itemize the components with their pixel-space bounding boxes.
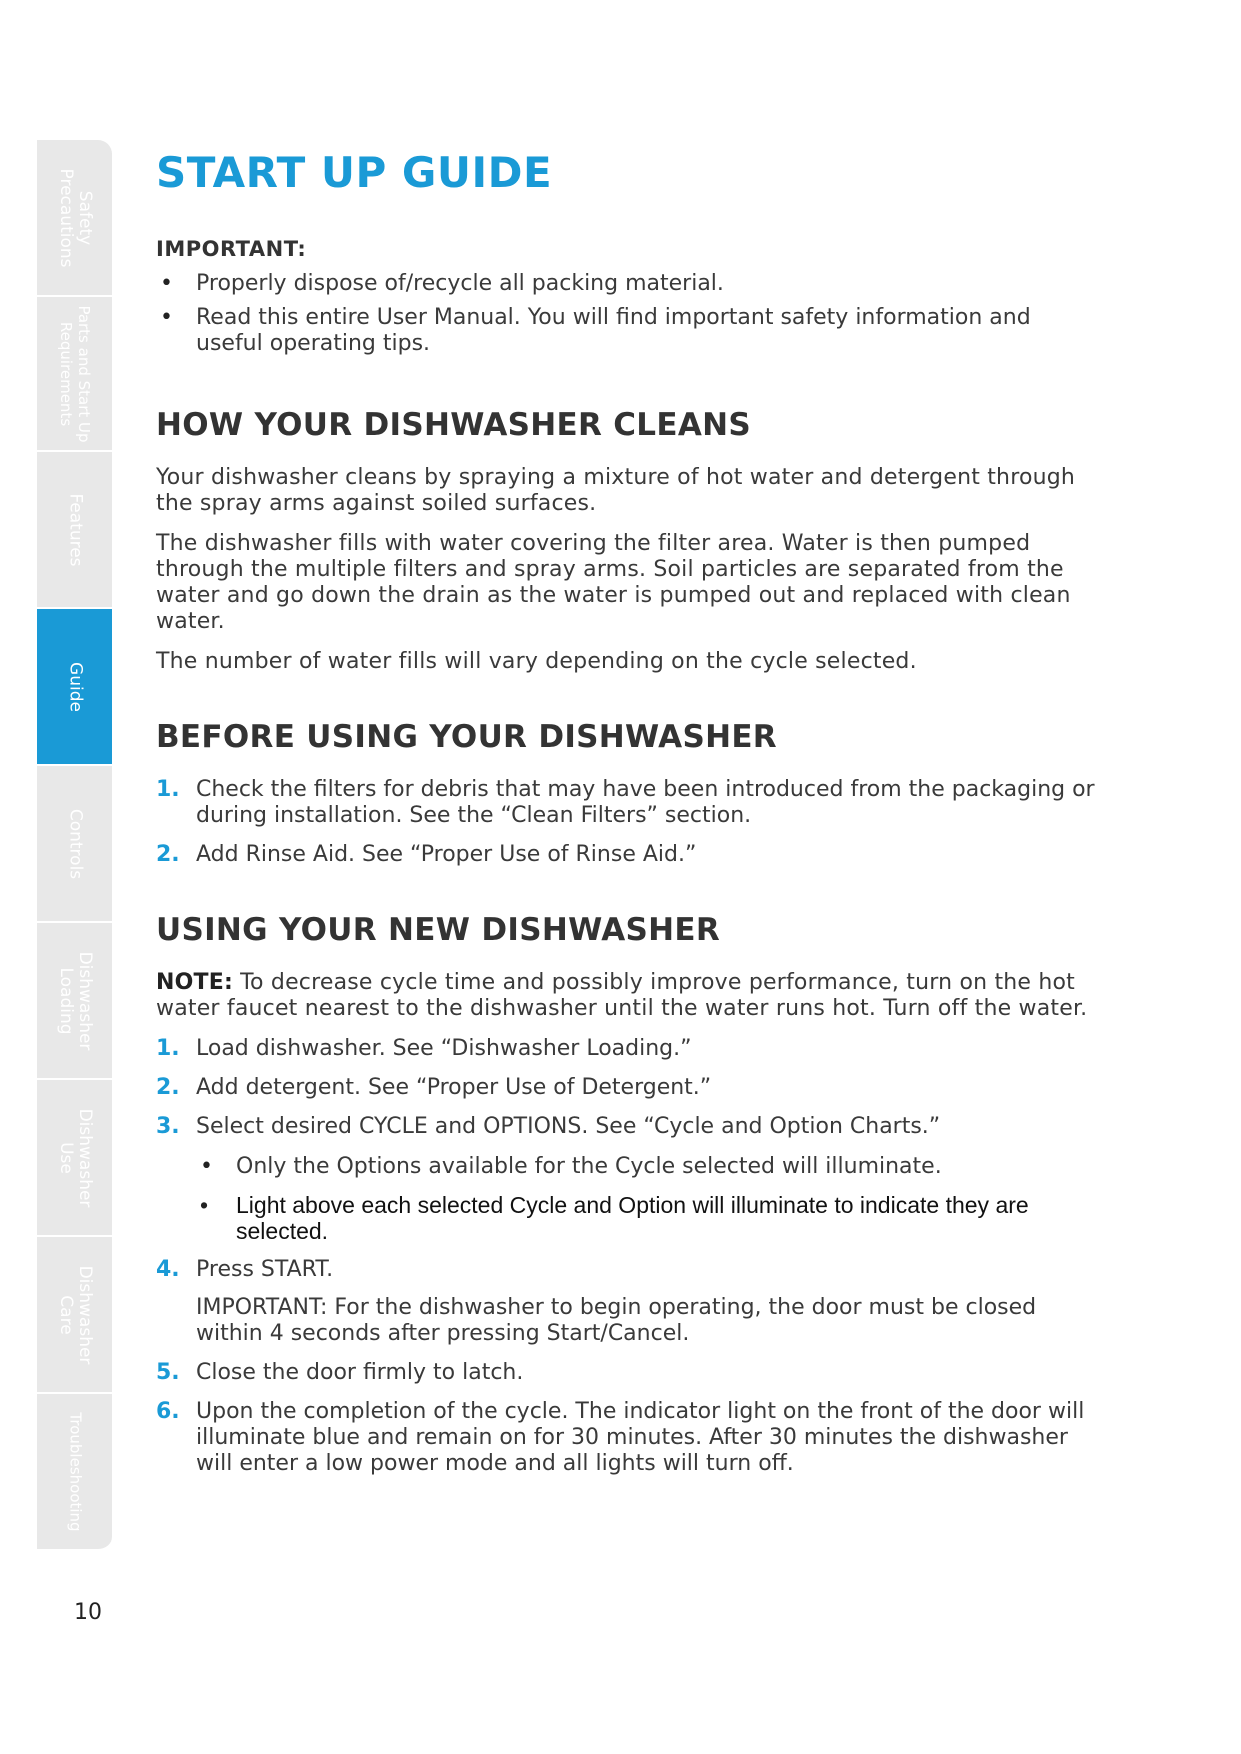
step-text: Upon the completion of the cycle. The indicator light on the front of the door will illuminate blue and remain on for 30 minutes. After 30 minutes the dishwasher will enter a low power mode and all lights will turn off. <box>196 1399 1085 1476</box>
step3-sublist <box>196 1154 1096 1244</box>
sidebar-nav <box>37 140 112 1587</box>
step-text: Select desired CYCLE and OPTIONS. See “Cycle and Option Charts.” <box>196 1114 941 1139</box>
list-item <box>156 842 1096 868</box>
step-text: Add detergent. See “Proper Use of Detergent.” <box>196 1075 712 1100</box>
tab-safety-precautions[interactable] <box>37 140 112 297</box>
step-number: 3. <box>156 1114 180 1139</box>
step4-important-note: IMPORTANT: For the dishwasher to begin operating, the door must be closed within 4 seconds after pressing Start/Cancel. <box>196 1295 1037 1346</box>
list-item <box>156 1075 1096 1101</box>
list-item <box>156 1114 1096 1244</box>
tab-features[interactable] <box>37 452 112 609</box>
list-item: • Read this entire User Manual. You will find important safety information and useful operating tips. <box>156 305 1096 357</box>
step-number: 6. <box>156 1399 180 1424</box>
before-using-section <box>156 719 1096 868</box>
tab-troubleshooting[interactable] <box>37 1394 112 1551</box>
note-label: NOTE: <box>156 970 233 995</box>
tab-guide[interactable] <box>37 609 112 766</box>
paragraph: Your dishwasher cleans by spraying a mixture of hot water and detergent through the spray arms against soiled surfaces. <box>156 465 1076 516</box>
step-text: Add Rinse Aid. See “Proper Use of Rinse Aid.” <box>196 842 697 867</box>
before-steps-list <box>156 777 1096 868</box>
tab-label: Features <box>65 492 85 567</box>
using-steps-list <box>156 1036 1096 1477</box>
tab-dishwasher-care[interactable] <box>37 1237 112 1394</box>
list-item <box>156 1399 1096 1477</box>
tab-dishwasher-loading[interactable] <box>37 923 112 1080</box>
how-cleans-section <box>156 407 1096 675</box>
tab-parts-requirements[interactable] <box>37 297 112 452</box>
tab-dishwasher-use[interactable] <box>37 1080 112 1237</box>
step-number: 4. <box>156 1257 180 1282</box>
step-text: Load dishwasher. See “Dishwasher Loading.” <box>196 1036 692 1061</box>
tab-label: Guide <box>65 661 85 712</box>
list-item <box>156 1360 1096 1386</box>
important-list <box>156 271 1096 357</box>
step-text: Close the door firmly to latch. <box>196 1360 524 1385</box>
using-new-section <box>156 912 1096 1477</box>
tab-label: Controls <box>65 808 85 879</box>
paragraph: The number of water fills will vary depending on the cycle selected. <box>156 649 917 674</box>
step-number: 1. <box>156 1036 180 1061</box>
list-item <box>156 1036 1096 1062</box>
tab-controls[interactable] <box>37 766 112 923</box>
tab-label: Safety Precautions <box>55 168 95 267</box>
tab-label: Troubleshooting <box>66 1411 84 1532</box>
step-text: Check the filters for debris that may have been introduced from the packaging or during installation. See the “Clean Filters” section. <box>196 777 1095 828</box>
note-text: To decrease cycle time and possibly improve performance, turn on the hot water faucet nearest to the dishwasher until the water runs hot. Turn off the water. <box>156 970 1088 1021</box>
list-item <box>156 777 1096 829</box>
important-label: IMPORTANT: <box>156 237 307 261</box>
main-content <box>156 148 1096 1511</box>
section-heading: BEFORE USING YOUR DISHWASHER <box>156 719 777 755</box>
section-heading: USING YOUR NEW DISHWASHER <box>156 912 721 948</box>
list-item: • Only the Options available for the Cycle selected will illuminate. <box>196 1154 1096 1180</box>
tab-label: Dishwasher Use <box>55 1108 95 1207</box>
section-heading: HOW YOUR DISHWASHER CLEANS <box>156 407 751 443</box>
important-section <box>156 237 1096 357</box>
step-text: Press START. <box>196 1257 334 1282</box>
paragraph: The dishwasher fills with water covering the filter area. Water is then pumped through the multiple filters and spray arms. Soil particles are separated from the water and go down the drain as the water is pumped out and replaced with clean water. <box>156 531 1071 634</box>
note-paragraph <box>156 970 1096 1022</box>
tab-label: Parts and Start Up Requirements <box>56 304 93 443</box>
step-number: 1. <box>156 777 180 802</box>
step-number: 2. <box>156 842 180 867</box>
step-number: 2. <box>156 1075 180 1100</box>
tab-label: Dishwasher Care <box>55 1265 95 1364</box>
list-item: • Light above each selected Cycle and Option will illuminate to indicate they are selected. <box>196 1192 1096 1244</box>
page-number: 10 <box>74 1600 102 1625</box>
list-item <box>156 1257 1096 1347</box>
page-title: START UP GUIDE <box>156 148 553 197</box>
tab-label: Dishwasher Loading <box>55 951 95 1050</box>
step-number: 5. <box>156 1360 180 1385</box>
list-item: • Properly dispose of/recycle all packing material. <box>156 271 1096 297</box>
